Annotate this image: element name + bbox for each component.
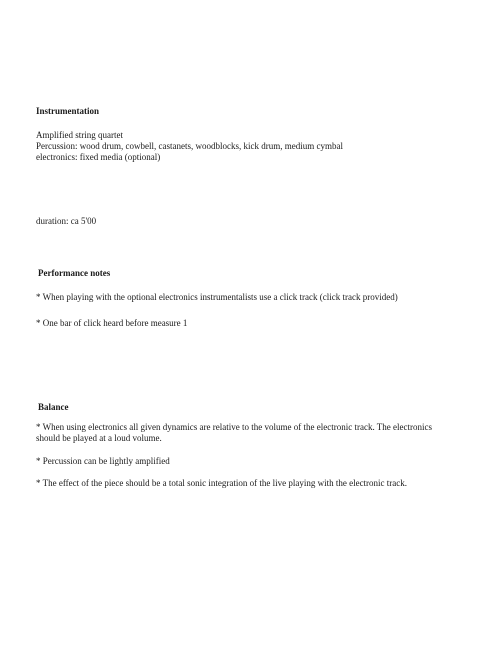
performance-note-item: * One bar of click heard before measure 1 <box>36 318 188 328</box>
balance-item: * When using electronics all given dynamics are relative to the volume of the electronic track. The electronics should be played at a loud volume. <box>36 422 433 443</box>
performance-note-item: * When playing with the optional electronics instrumentalists use a click track (click track provided) <box>36 292 398 302</box>
balance-heading: Balance <box>38 402 69 412</box>
instrumentation-line: electronics: fixed media (optional) <box>36 152 161 162</box>
instrumentation-line: Amplified string quartet <box>36 130 123 140</box>
instrumentation-line: Percussion: wood drum, cowbell, castanets, woodblocks, kick drum, medium cymbal <box>36 141 343 151</box>
instrumentation-heading: Instrumentation <box>36 106 100 116</box>
balance-item: * The effect of the piece should be a total sonic integration of the live playing with the electronic track. <box>36 478 408 488</box>
balance-item: * Percussion can be lightly amplified <box>36 456 170 466</box>
duration-text: duration: ca 5'00 <box>36 216 97 226</box>
performance-notes-heading: Performance notes <box>38 268 111 278</box>
